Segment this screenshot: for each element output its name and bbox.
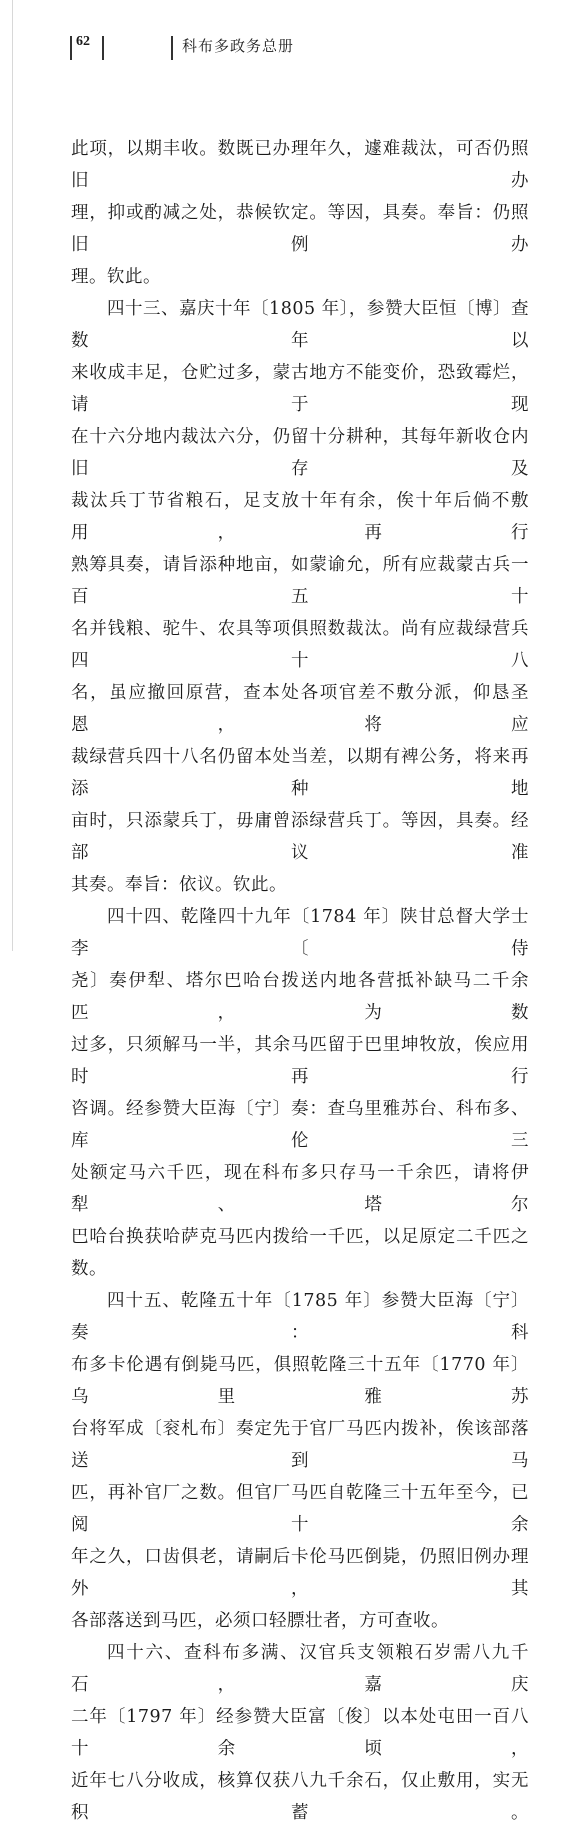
text-line: 四十五、乾隆五十年〔1785 年〕参赞大臣海〔宁〕奏：科 [71,1291,529,1343]
text-line: 处额定马六千匹，现在科布多只存马一千余匹，请将伊犁、塔尔 [71,1163,529,1215]
paragraph-item-43 [71,293,529,901]
text-line: 裁绿营兵四十八名仍留本处当差，以期有裨公务，将来再添种地 [71,747,529,799]
header-divider-right [171,36,173,60]
paragraph-item-44 [71,901,529,1285]
text-line: 过多，只须解马一半，其余马匹留于巴里坤牧放，俟应用时再行 [71,1035,529,1087]
text-line: 咨调。经参赞大臣海〔宁〕奏：查乌里雅苏台、科布多、库伦三 [71,1099,529,1151]
text-line: 布多卡伦遇有倒毙马匹，俱照乾隆三十五年〔1770 年〕乌里雅苏 [71,1355,529,1407]
text-line: 其奏。奉旨：依议。钦此。 [71,875,287,895]
running-title: 科布多政务总册 [182,37,295,55]
page-edge [12,0,13,951]
paragraph-continuation [71,133,529,293]
text-line: 四十六、查科布多满、汉官兵支领粮石岁需八九千石，嘉庆 [71,1643,529,1695]
text-line: 亩时，只添蒙兵丁，毋庸曾添绿营兵丁。等因，具奏。经部议准 [71,811,529,863]
text-line: 台将军成〔衮札布〕奏定先于官厂马匹内拨补，俟该部落送到马 [71,1419,529,1471]
text-line: 此项，以期丰收。数既已办理年久，遽难裁汰，可否仍照旧办 [71,139,529,191]
header-divider-middle [102,36,104,60]
text-line: 各部落送到马匹，必须口轻膘壮者，方可查收。 [71,1611,449,1631]
text-line: 年之久，口齿俱老，请嗣后卡伦马匹倒毙，仍照旧例办理外，其 [71,1547,529,1599]
text-line: 巴哈台换获哈萨克马匹内拨给一千匹，以足原定二千匹之数。 [71,1227,529,1279]
text-line: 名，虽应撤回原营，查本处各项官差不敷分派，仰恳圣恩，将应 [71,683,529,735]
text-line: 四十四、乾隆四十九年〔1784 年〕陕甘总督大学士李〔侍 [71,907,529,959]
text-line: 名并钱粮、驼牛、农具等项俱照数裁汰。尚有应裁绿营兵四十八 [71,619,529,671]
text-line: 熟筹具奏，请旨添种地亩，如蒙谕允，所有应裁蒙古兵一百五十 [71,555,529,607]
paragraph-item-45 [71,1285,529,1637]
page-number: 62 [76,34,90,49]
text-line: 裁汰兵丁节省粮石，足支放十年有余，俟十年后倘不敷用，再行 [71,491,529,543]
text-line: 匹，再补官厂之数。但官厂马匹自乾隆三十五年至今，已阅十余 [71,1483,529,1535]
text-line: 四十三、嘉庆十年〔1805 年〕，参赞大臣恒〔博〕查数年以 [71,299,529,351]
page-body [71,133,529,1829]
text-line: 理，抑或酌减之处，恭候钦定。等因，具奏。奉旨：仍照旧例办 [71,203,529,255]
paragraph-item-46 [71,1637,529,1829]
text-line: 二年〔1797 年〕经参赞大臣富〔俊〕以本处屯田一百八十余顷， [71,1707,529,1759]
text-line: 来收成丰足，仓贮过多，蒙古地方不能变价，恐致霉烂，请于现 [71,363,529,415]
text-line: 近年七八分收成，核算仅获八九千余石，仅止敷用，实无积蓄。 [71,1771,529,1823]
text-line: 理。钦此。 [71,267,161,287]
header-divider-left [70,36,72,60]
text-line: 在十六分地内裁汰六分，仍留十分耕种，其每年新收仓内旧存及 [71,427,529,479]
text-line: 尧〕奏伊犁、塔尔巴哈台拨送内地各营抵补缺马二千余匹，为数 [71,971,529,1023]
